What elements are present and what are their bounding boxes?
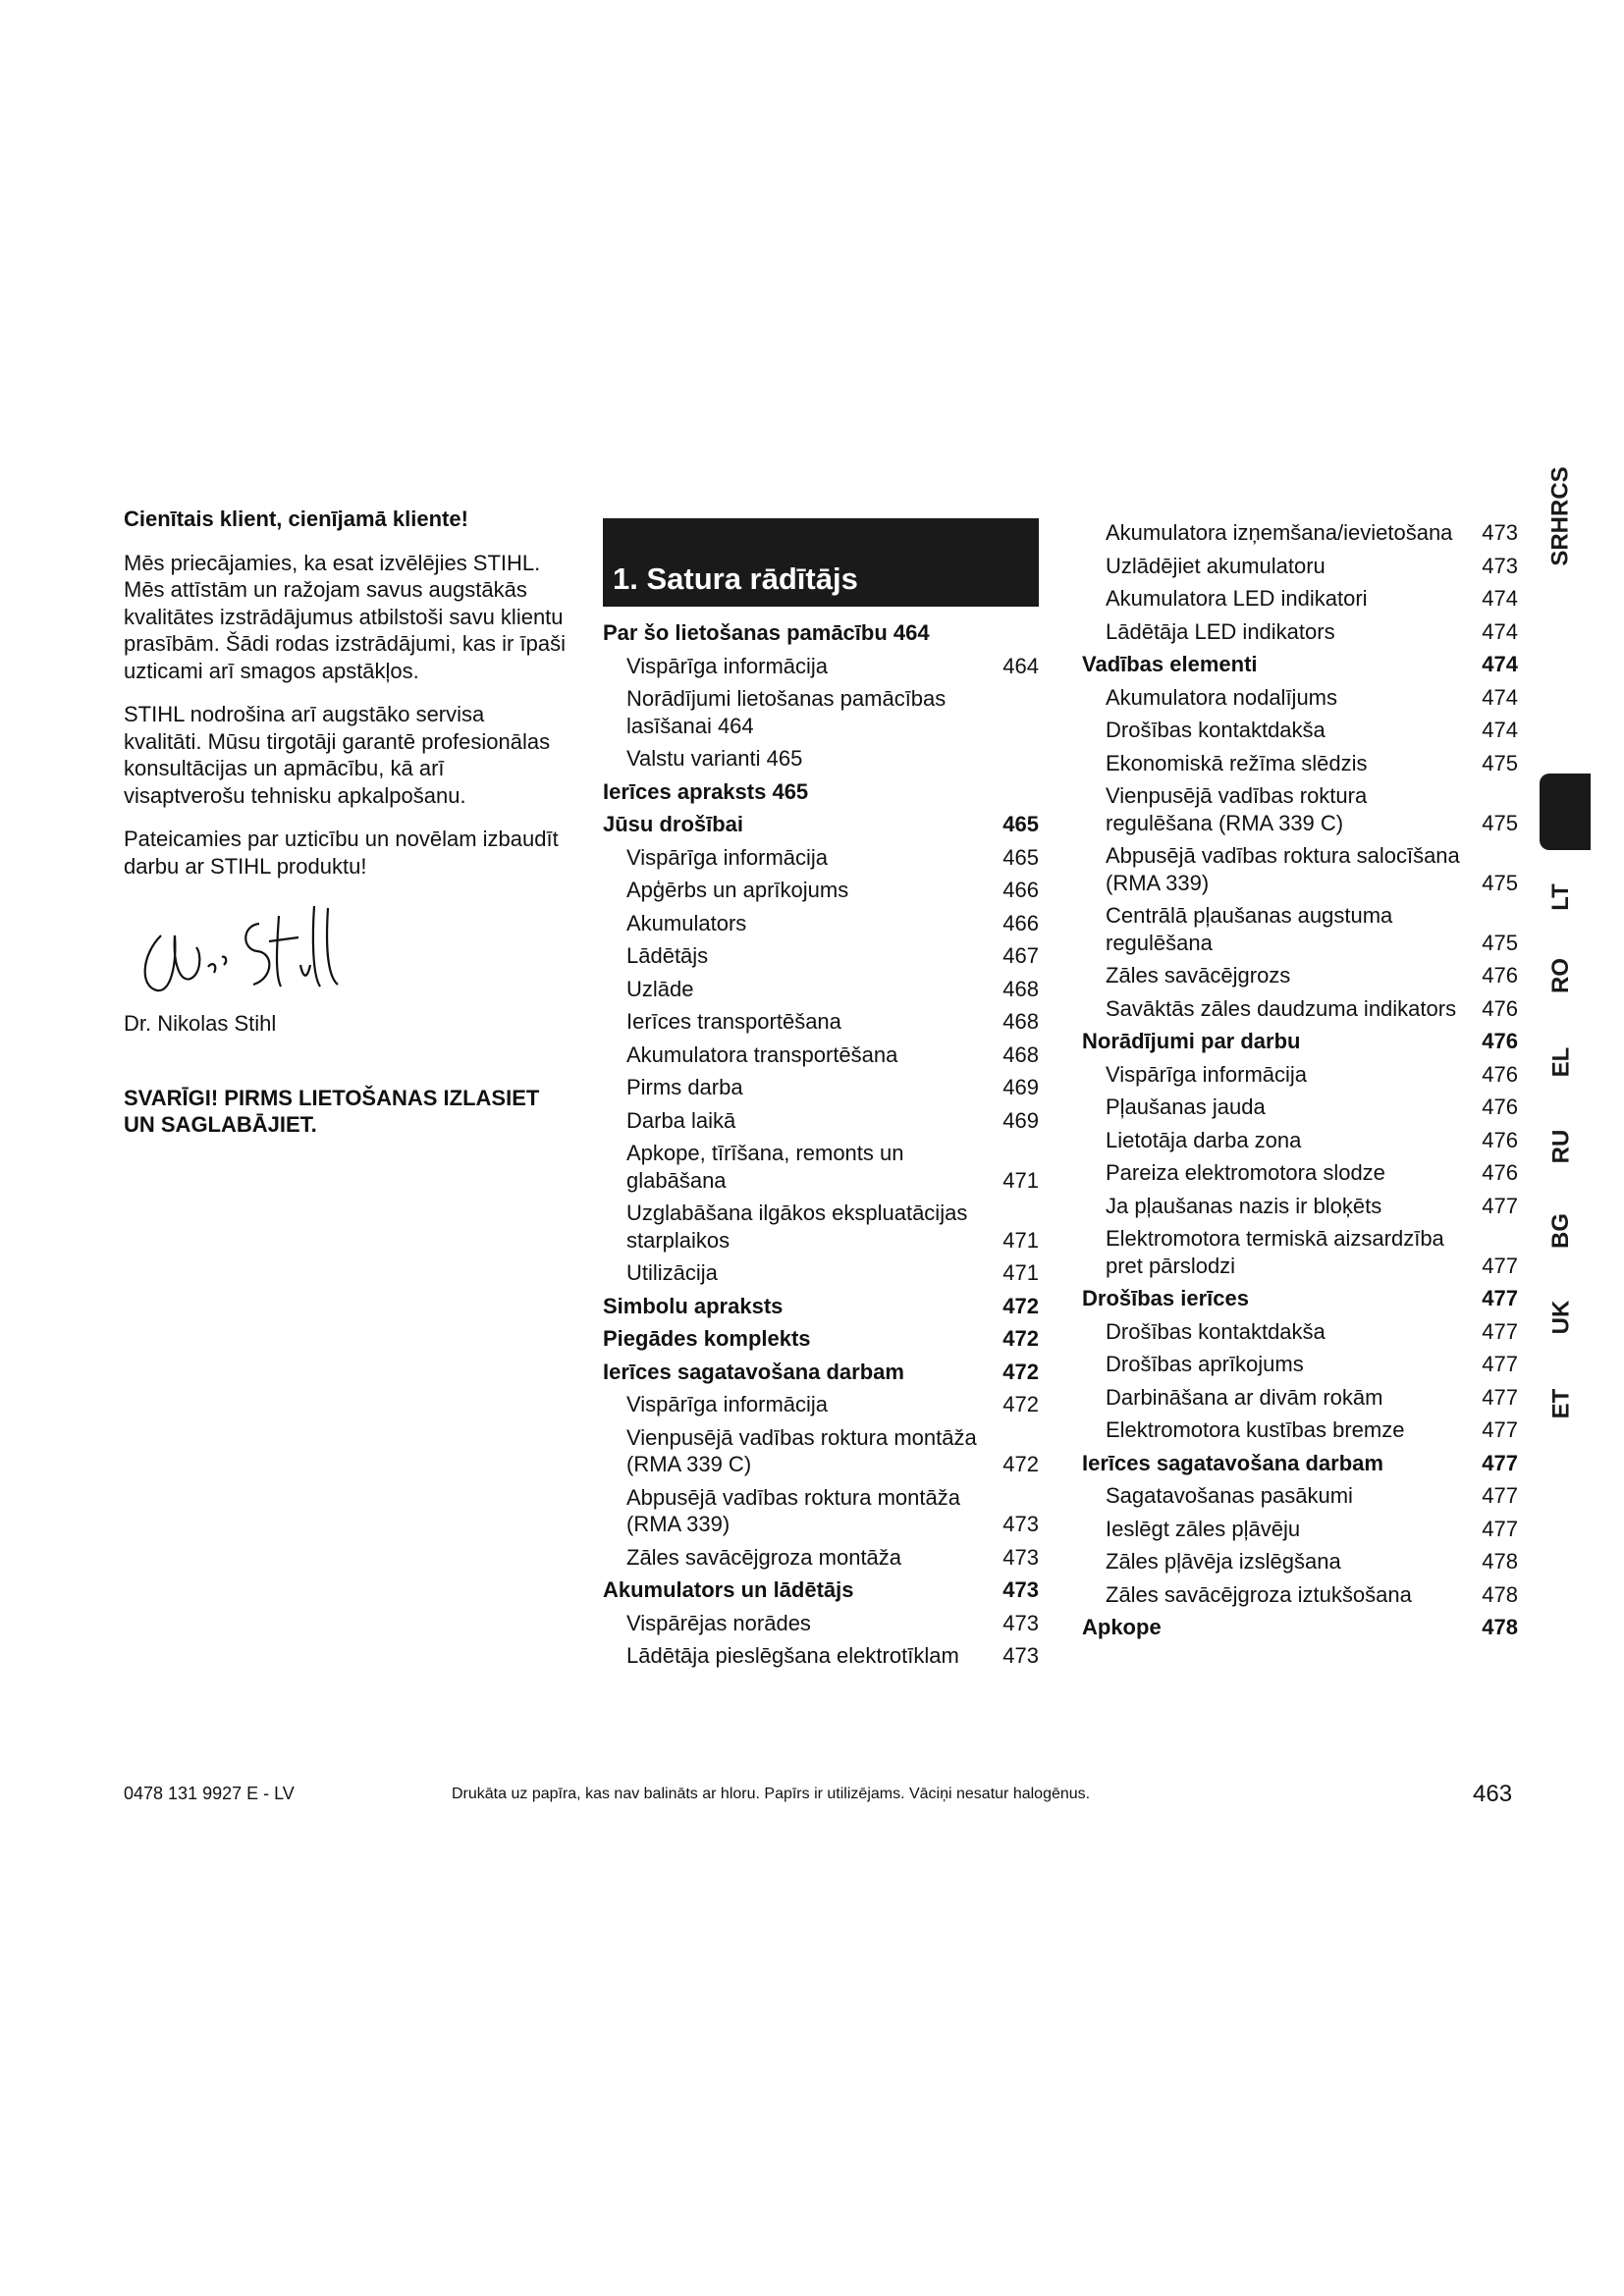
- toc-entry[interactable]: [1082, 1091, 1518, 1124]
- toc-entry[interactable]: [603, 1290, 1039, 1323]
- paper-note: Drukāta uz papīra, kas nav balināts ar hloru. Papīrs ir utilizējams. Vāciņi nesatur halogēnus.: [452, 1786, 1091, 1802]
- toc-entry-title: Lādētāja pieslēgšana elektrotīklam: [626, 1643, 959, 1668]
- toc-entry[interactable]: [1082, 779, 1518, 839]
- toc-entry-page: 478: [1482, 1615, 1518, 1639]
- toc-entry-title: Drošības kontaktdakša: [1106, 1318, 1326, 1344]
- toc-entry[interactable]: [1082, 714, 1518, 747]
- toc-entry-title: Zāles savācējgrozs: [1106, 963, 1291, 988]
- toc-entry[interactable]: [1082, 959, 1518, 992]
- toc-entry-title: Abpusējā vadības roktura salocīšana (RMA 339): [1106, 843, 1460, 895]
- toc-entry[interactable]: [603, 939, 1039, 973]
- toc-entry-page: 474: [1482, 684, 1518, 710]
- toc-entry-title: Utilizācija: [626, 1260, 718, 1285]
- toc-entry-page: 477: [1482, 1286, 1518, 1310]
- toc-entry-page: 473: [1002, 1610, 1039, 1635]
- language-tab-srhrcs[interactable]: SRHRCS: [1547, 466, 1574, 566]
- toc-entry-page: 468: [1002, 1041, 1039, 1067]
- toc-entry-title: Pirms darba: [626, 1075, 743, 1099]
- toc-entry-page: 477: [1482, 1450, 1518, 1475]
- toc-entry[interactable]: [603, 1541, 1039, 1575]
- toc-entry-title: Ierīces apraksts 465: [603, 778, 809, 804]
- toc-entry-page: 476: [1482, 1160, 1518, 1185]
- toc-entry-title: Akumulatora LED indikatori: [1106, 586, 1368, 611]
- toc-entry-title: Zāles savācējgroza iztukšošana: [1106, 1581, 1412, 1607]
- intro-paragraph: Mēs priecājamies, ka esat izvēlējies STIHL. Mēs attīstām un ražojam savus augstākās kvalitātes izstrādājumus atbilstoši savu klientu prasībām. Šādi rodas izstrādājumi, kas ir īpaši uzticami arī smagos apstākļos.: [124, 550, 566, 683]
- toc-entry-page: 473: [1482, 520, 1518, 545]
- toc-entry-page: 477: [1482, 1516, 1518, 1541]
- toc-entry[interactable]: [1082, 1513, 1518, 1546]
- toc-entry-page: 469: [1002, 1107, 1039, 1133]
- toc-entry[interactable]: [603, 682, 1039, 742]
- toc-entry-title: Akumulators un lādētājs: [603, 1577, 854, 1602]
- toc-entry[interactable]: [1082, 1124, 1518, 1157]
- toc-entry-page: 472: [1002, 1293, 1039, 1318]
- toc-entry-page: 472: [1002, 1326, 1039, 1351]
- intro-column: [124, 506, 566, 1155]
- toc-entry[interactable]: [603, 1256, 1039, 1290]
- toc-entry-page: 477: [1482, 1253, 1518, 1278]
- toc-entry[interactable]: [603, 1104, 1039, 1138]
- toc-entry[interactable]: [1082, 1348, 1518, 1381]
- important-warning: SVARĪGI! PIRMS LIETOŠANAS IZLASIET UN SAGLABĀJIET.: [124, 1085, 540, 1137]
- toc-entry[interactable]: [1082, 516, 1518, 550]
- toc-entry[interactable]: [1082, 1058, 1518, 1092]
- toc-column-left: [603, 518, 1039, 1673]
- toc-entry-page: 477: [1482, 1483, 1518, 1508]
- toc-entry-title: Uzlādējiet akumulatoru: [1106, 553, 1326, 578]
- toc-entry-title: Pļaušanas jauda: [1106, 1095, 1266, 1119]
- toc-entry[interactable]: [1082, 1025, 1518, 1058]
- toc-entry[interactable]: [603, 1574, 1039, 1607]
- toc-title: 1. Satura rādītājs: [603, 518, 1039, 607]
- toc-entry[interactable]: [1082, 681, 1518, 715]
- toc-entry-page: 465: [1002, 844, 1039, 870]
- toc-entry[interactable]: [603, 1137, 1039, 1197]
- toc-entry-title: Drošības aprīkojums: [1106, 1352, 1304, 1376]
- toc-entry-page: 473: [1482, 553, 1518, 578]
- toc-entry[interactable]: [603, 973, 1039, 1006]
- toc-entry-title: Abpusējā vadības roktura montāža (RMA 339): [626, 1484, 960, 1536]
- language-tab-lt[interactable]: LT: [1546, 883, 1574, 911]
- toc-entry-page: 476: [1482, 1095, 1518, 1119]
- toc-entry-page: 477: [1482, 1384, 1518, 1410]
- toc-entry[interactable]: [1082, 1545, 1518, 1578]
- toc-entry-page: 466: [1002, 910, 1039, 935]
- toc-entry-title: Darbināšana ar divām rokām: [1106, 1384, 1383, 1410]
- toc-entry[interactable]: [603, 650, 1039, 683]
- toc-entry-page: 476: [1482, 1029, 1518, 1053]
- toc-entry[interactable]: [1082, 1479, 1518, 1513]
- toc-entry-page: 476: [1482, 1127, 1518, 1152]
- toc-entry[interactable]: [1082, 1611, 1518, 1644]
- toc-entry-title: Simbolu apraksts: [603, 1293, 784, 1318]
- toc-entry-page: 471: [1002, 1227, 1039, 1253]
- intro-paragraph: STIHL nodrošina arī augstāko servisa kvalitāti. Mūsu tirgotāji garantē profesionālas konsultācijas un apmācību, kā arī visaptverošu tehnisku apkalpošanu.: [124, 702, 551, 808]
- toc-entry-title: Sagatavošanas pasākumi: [1106, 1483, 1353, 1508]
- toc-entry-title: Ierīces sagatavošana darbam: [1082, 1450, 1383, 1475]
- toc-entry-title: Vispārīga informācija: [626, 1392, 829, 1416]
- toc-entry-page: 477: [1482, 1193, 1518, 1218]
- toc-entry-page: 472: [1002, 1359, 1039, 1384]
- language-tab-uk[interactable]: UK: [1546, 1300, 1574, 1335]
- toc-entry[interactable]: [603, 1639, 1039, 1673]
- language-tab-el[interactable]: EL: [1546, 1046, 1574, 1078]
- toc-entry[interactable]: [1082, 992, 1518, 1026]
- toc-entry-title: Vispārīga informācija: [1106, 1061, 1308, 1087]
- toc-entry[interactable]: [603, 907, 1039, 940]
- toc-entry-title: Elektromotora kustības bremze: [1106, 1417, 1405, 1442]
- toc-entry-title: Drošības kontaktdakša: [1106, 718, 1326, 742]
- toc-entry-page: 476: [1482, 963, 1518, 988]
- toc-entry-title: Vadības elementi: [1082, 652, 1258, 676]
- toc-entry[interactable]: [1082, 1447, 1518, 1480]
- toc-entry-title: Ekonomiskā režīma slēdzis: [1106, 750, 1368, 775]
- toc-entry-page: 477: [1482, 1417, 1518, 1442]
- toc-entry-title: Lādētāja LED indikators: [1106, 618, 1335, 644]
- toc-entry[interactable]: [1082, 1315, 1518, 1349]
- toc-entry[interactable]: [1082, 1282, 1518, 1315]
- toc-entry-title: Vienpusējā vadības roktura montāža (RMA 339 C): [626, 1424, 977, 1476]
- toc-entry-title: Savāktās zāles daudzuma indikators: [1106, 995, 1457, 1021]
- toc-entry[interactable]: [603, 1421, 1039, 1481]
- toc-entry[interactable]: [603, 1039, 1039, 1072]
- document-code: 0478 131 9927 E - LV: [124, 1784, 295, 1803]
- toc-entry-page: 473: [1002, 1512, 1039, 1536]
- toc-entry-title: Norādījumi par darbu: [1082, 1029, 1301, 1053]
- toc-entry-page: 466: [1002, 878, 1039, 902]
- toc-entry-page: 477: [1482, 1318, 1518, 1344]
- toc-entry-page: 472: [1002, 1392, 1039, 1416]
- toc-entry[interactable]: [603, 1197, 1039, 1256]
- toc-entry[interactable]: [1082, 1414, 1518, 1447]
- toc-entry[interactable]: [603, 1356, 1039, 1389]
- toc-entry[interactable]: [603, 742, 1039, 775]
- toc-entry-title: Vispārējas norādes: [626, 1610, 811, 1635]
- toc-entry-title: Jūsu drošībai: [603, 812, 744, 836]
- intro-greeting: Cienītais klient, cienījamā kliente!: [124, 507, 468, 531]
- toc-entry[interactable]: [603, 874, 1039, 907]
- toc-entry-page: 478: [1482, 1549, 1518, 1574]
- toc-entry[interactable]: [603, 1388, 1039, 1421]
- toc-entry[interactable]: [1082, 550, 1518, 583]
- toc-entry-page: 473: [1002, 1643, 1039, 1668]
- toc-entry-title: Vienpusējā vadības roktura regulēšana (RMA 339 C): [1106, 783, 1368, 835]
- toc-entry[interactable]: [1082, 648, 1518, 681]
- toc-entry-title: Centrālā pļaušanas augstuma regulēšana: [1106, 903, 1393, 955]
- toc-entry-page: 474: [1482, 618, 1518, 644]
- toc-entry[interactable]: [1082, 1381, 1518, 1415]
- language-tab-bg[interactable]: BG: [1547, 1213, 1574, 1249]
- toc-entry[interactable]: [1082, 747, 1518, 780]
- toc-entry-title: Piegādes komplekts: [603, 1326, 811, 1351]
- toc-entry-page: 474: [1482, 718, 1518, 742]
- toc-entry-title: Par šo lietošanas pamācību 464: [603, 620, 930, 645]
- toc-entry[interactable]: [603, 1481, 1039, 1541]
- toc-entry-page: 471: [1002, 1167, 1039, 1193]
- signature-image: [132, 896, 357, 1004]
- toc-entry[interactable]: [1082, 1578, 1518, 1612]
- toc-entry-page: 475: [1482, 810, 1518, 835]
- toc-entry[interactable]: [603, 1607, 1039, 1640]
- toc-entry-title: Zāles savācējgroza montāža: [626, 1544, 902, 1570]
- toc-entry-page: 471: [1002, 1260, 1039, 1285]
- toc-entry[interactable]: [1082, 1156, 1518, 1190]
- toc-entry-title: Ierīces transportēšana: [626, 1009, 841, 1034]
- toc-entry-title: Akumulatora nodalījums: [1106, 684, 1338, 710]
- toc-entry-page: 467: [1002, 943, 1039, 968]
- toc-column-right: [1082, 516, 1518, 1644]
- toc-entry-title: Uzglabāšana ilgākos ekspluatācijas starplaikos: [626, 1201, 968, 1253]
- toc-entry-page: 476: [1482, 995, 1518, 1021]
- toc-entry-page: 464: [1002, 653, 1039, 678]
- toc-entry[interactable]: [1082, 582, 1518, 615]
- toc-entry-title: Lādētājs: [626, 943, 709, 968]
- active-language-marker: [1540, 774, 1591, 850]
- toc-entry[interactable]: [603, 841, 1039, 875]
- toc-entry-page: 477: [1482, 1352, 1518, 1376]
- toc-entry-title: Darba laikā: [626, 1107, 736, 1133]
- toc-entry-page: 473: [1002, 1577, 1039, 1602]
- toc-entry[interactable]: [603, 808, 1039, 841]
- toc-entry-page: 475: [1482, 750, 1518, 775]
- language-tab-et[interactable]: ET: [1546, 1388, 1574, 1419]
- toc-entry-title: Uzlāde: [626, 976, 694, 1001]
- toc-list: [1082, 516, 1518, 1644]
- toc-list: [603, 616, 1039, 1673]
- toc-entry-title: Apģērbs un aprīkojums: [626, 878, 849, 902]
- toc-entry[interactable]: [1082, 899, 1518, 959]
- toc-entry[interactable]: [1082, 1222, 1518, 1282]
- toc-entry-title: Akumulators: [626, 910, 747, 935]
- toc-entry[interactable]: [1082, 1190, 1518, 1223]
- toc-entry[interactable]: [603, 1005, 1039, 1039]
- toc-entry-page: 465: [1002, 812, 1039, 836]
- toc-entry[interactable]: [603, 1071, 1039, 1104]
- intro-paragraph: Pateicamies par uzticību un novēlam izbaudīt darbu ar STIHL produktu!: [124, 827, 559, 879]
- toc-entry-title: Zāles pļāvēja izslēgšana: [1106, 1549, 1341, 1574]
- toc-entry-page: 475: [1482, 870, 1518, 895]
- toc-entry-page: 475: [1482, 930, 1518, 955]
- toc-entry-title: Drošības ierīces: [1082, 1286, 1249, 1310]
- toc-entry-page: 468: [1002, 1009, 1039, 1034]
- language-tab-ro[interactable]: RO: [1547, 958, 1574, 993]
- page-number: 463: [1473, 1781, 1513, 1807]
- toc-entry[interactable]: [1082, 839, 1518, 899]
- toc-entry-title: Vispārīga informācija: [626, 844, 829, 870]
- toc-entry[interactable]: [603, 616, 1039, 650]
- toc-entry-title: Elektromotora termiskā aizsardzība pret pārslodzi: [1106, 1226, 1444, 1278]
- toc-entry-title: Akumulatora transportēšana: [626, 1041, 898, 1067]
- toc-entry-page: 472: [1002, 1452, 1039, 1476]
- toc-entry-title: Akumulatora izņemšana/ievietošana: [1106, 520, 1453, 545]
- toc-entry[interactable]: [603, 1322, 1039, 1356]
- toc-entry-page: 473: [1002, 1544, 1039, 1570]
- toc-entry-title: Pareiza elektromotora slodze: [1106, 1160, 1385, 1185]
- toc-entry-page: 468: [1002, 976, 1039, 1001]
- toc-entry-title: Ieslēgt zāles pļāvēju: [1106, 1516, 1301, 1541]
- toc-entry-title: Lietotāja darba zona: [1106, 1127, 1302, 1152]
- toc-entry-page: 478: [1482, 1581, 1518, 1607]
- signature-name: Dr. Nikolas Stihl: [124, 1011, 277, 1036]
- toc-entry-title: Ja pļaušanas nazis ir bloķēts: [1106, 1193, 1382, 1218]
- toc-entry[interactable]: [1082, 615, 1518, 649]
- toc-entry-page: 469: [1002, 1075, 1039, 1099]
- toc-entry-page: 474: [1482, 586, 1518, 611]
- toc-entry-title: Vispārīga informācija: [626, 653, 829, 678]
- toc-entry-title: Valstu varianti 465: [626, 746, 803, 771]
- toc-entry-title: Ierīces sagatavošana darbam: [603, 1359, 904, 1384]
- toc-entry-title: Apkope: [1082, 1615, 1162, 1639]
- toc-entry-title: Norādījumi lietošanas pamācības lasīšanai 464: [626, 686, 947, 738]
- toc-entry-page: 474: [1482, 652, 1518, 676]
- toc-entry-title: Apkope, tīrīšana, remonts un glabāšana: [626, 1141, 904, 1193]
- language-tab-ru[interactable]: RU: [1546, 1129, 1574, 1164]
- toc-entry[interactable]: [603, 775, 1039, 809]
- toc-entry-page: 476: [1482, 1061, 1518, 1087]
